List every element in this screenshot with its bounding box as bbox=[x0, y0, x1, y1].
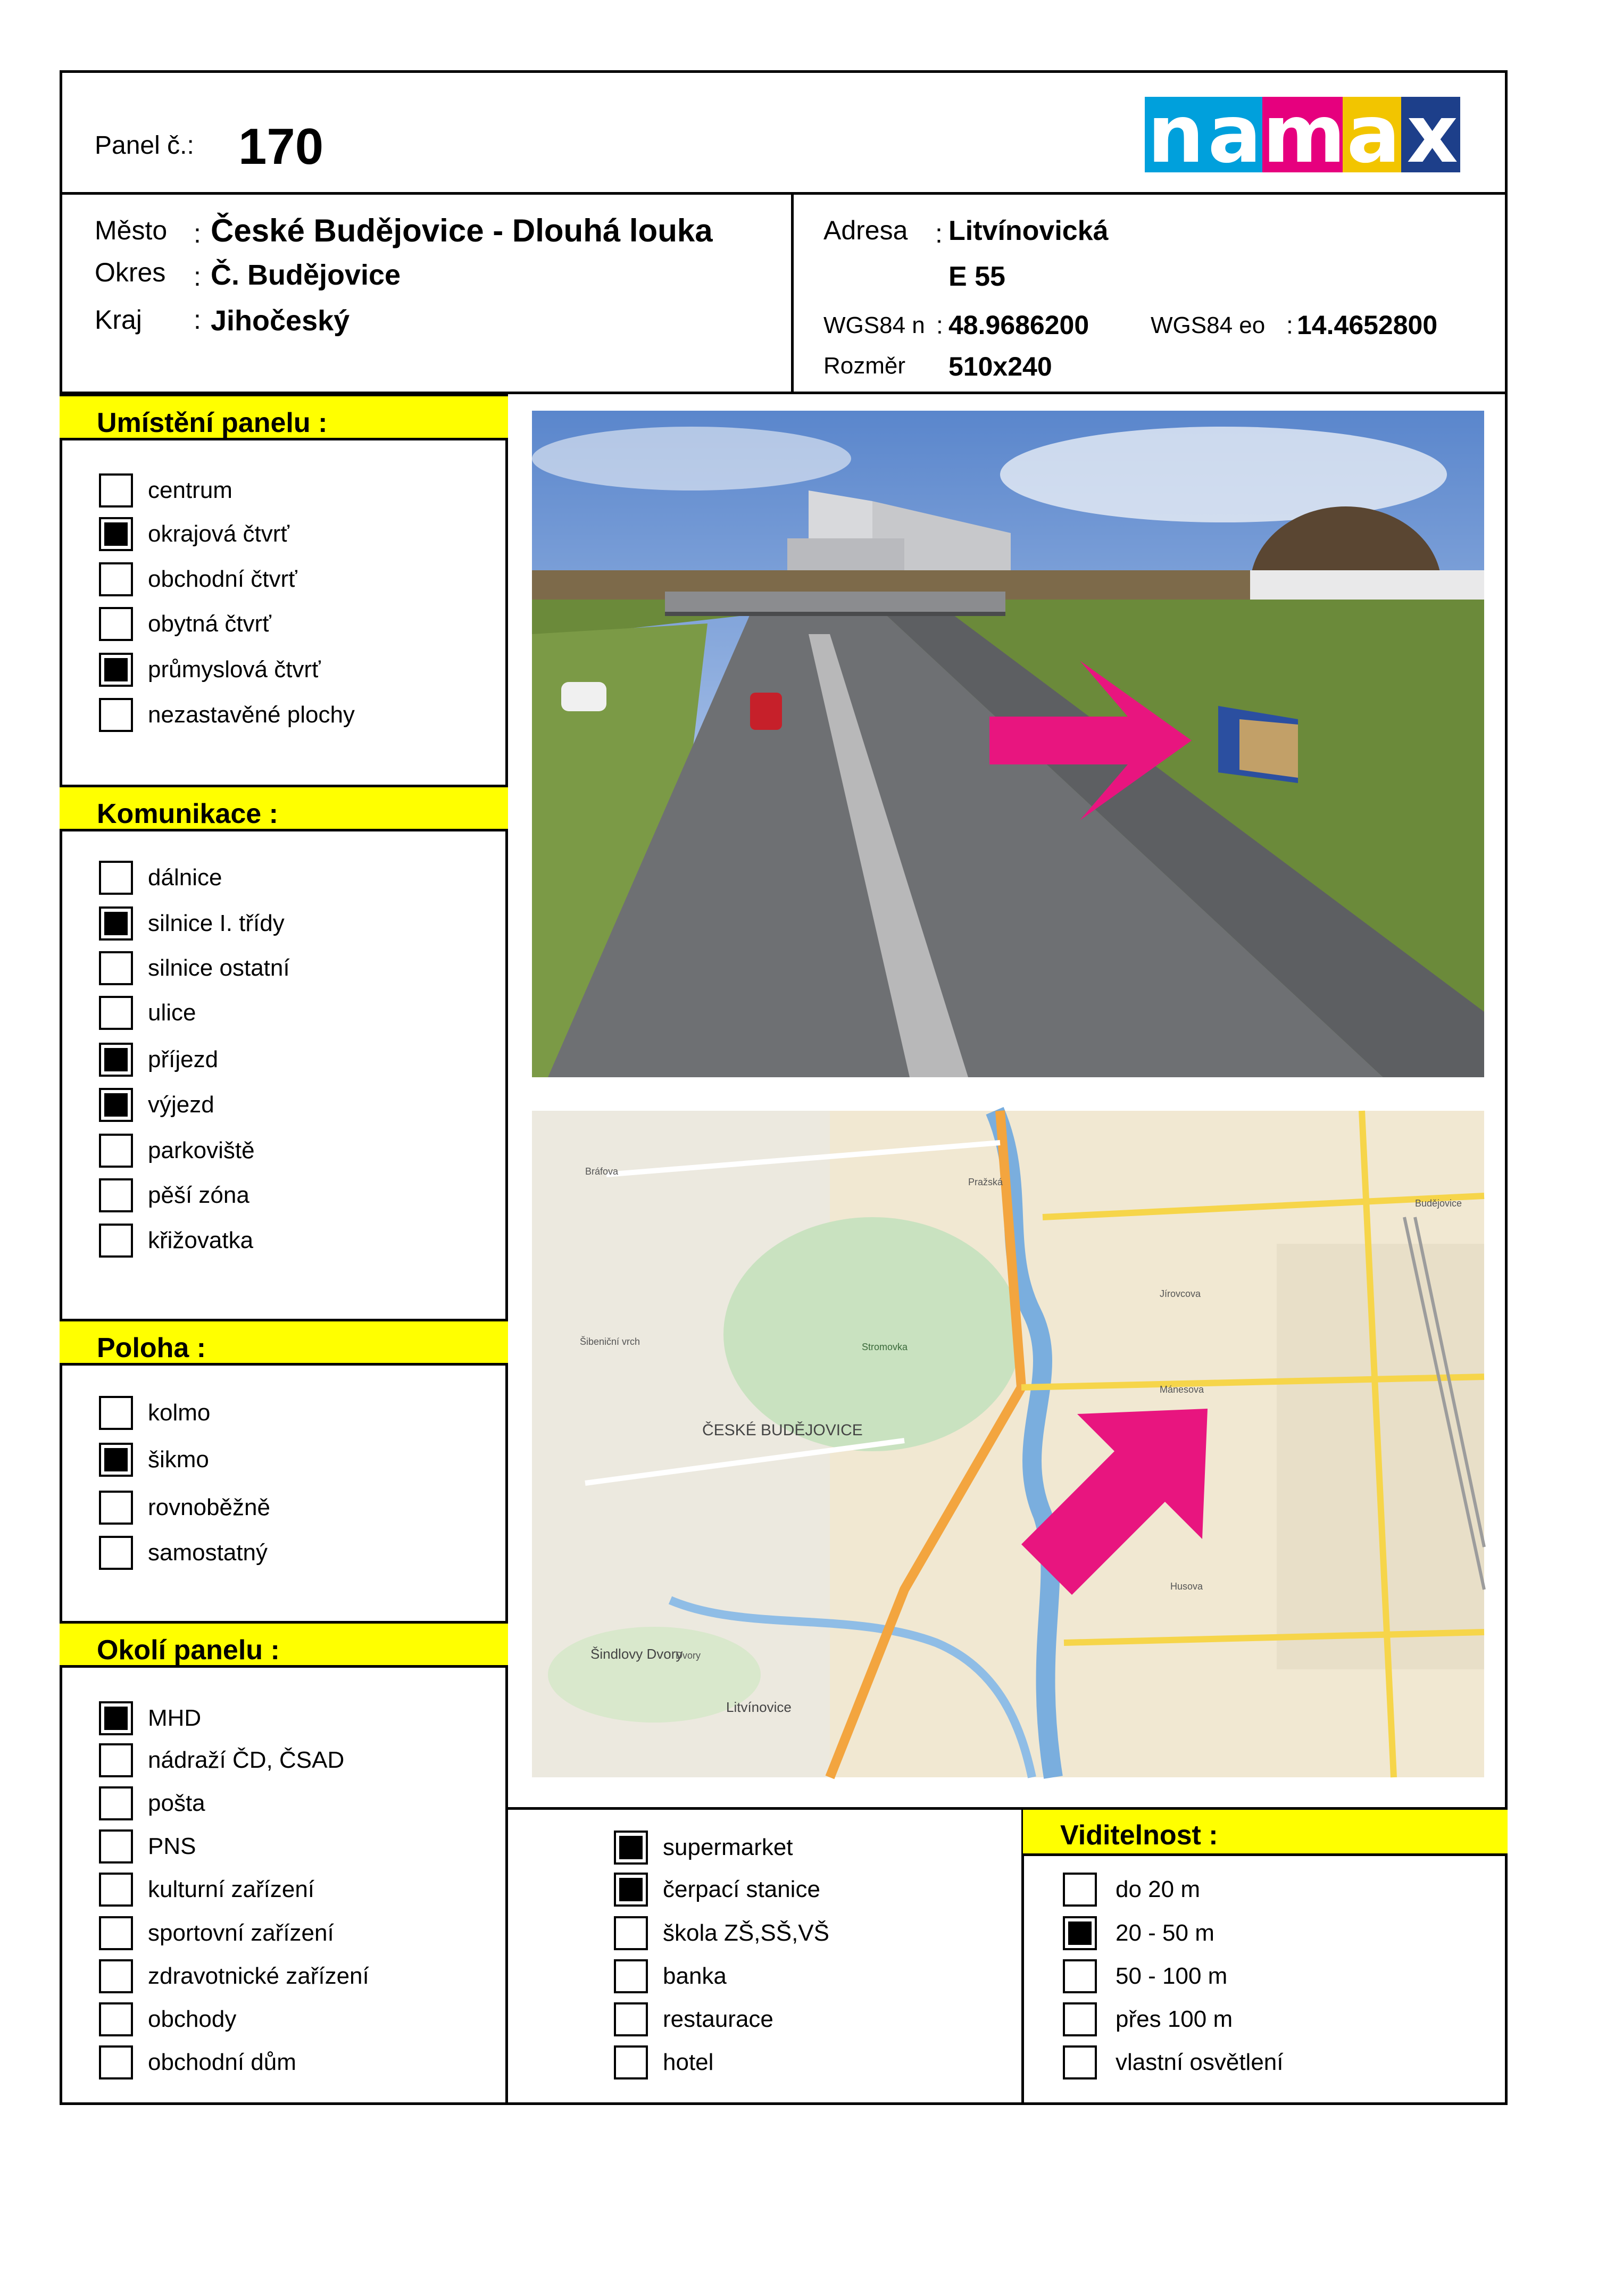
colon: : bbox=[194, 305, 201, 335]
checkbox-label: supermarket bbox=[663, 1834, 793, 1860]
mesto-label: Město bbox=[95, 215, 168, 245]
section-title-poloha: Poloha : bbox=[60, 1319, 508, 1366]
checkbox-label: pošta bbox=[148, 1790, 205, 1816]
checkbox-label: škola ZŠ,SŠ,VŠ bbox=[663, 1920, 830, 1946]
checkbox-kolmo[interactable] bbox=[99, 1396, 133, 1430]
map-label: Šibeniční vrch bbox=[580, 1336, 640, 1347]
divider bbox=[60, 192, 1508, 195]
checkbox-samostatny[interactable] bbox=[99, 1536, 133, 1570]
map-label: Bráfova bbox=[585, 1166, 619, 1177]
checkbox-label: rovnoběžně bbox=[148, 1494, 270, 1520]
section-title-umisteni: Umístění panelu : bbox=[60, 394, 508, 440]
divider bbox=[791, 192, 794, 393]
checkbox-label: obchodní čtvrť bbox=[148, 566, 297, 592]
checkbox-prumyslova-ctvrt[interactable] bbox=[99, 653, 133, 687]
checkbox-label: šikmo bbox=[148, 1446, 209, 1473]
checkbox-label: obytná čtvrť bbox=[148, 611, 271, 637]
checkbox-label: silnice ostatní bbox=[148, 955, 290, 981]
checkbox-50-100m[interactable] bbox=[1063, 1959, 1097, 1993]
checkbox-label: průmyslová čtvrť bbox=[148, 656, 321, 683]
checkbox-banka[interactable] bbox=[614, 1959, 648, 1993]
checkbox-obchodni-ctvrt[interactable] bbox=[99, 562, 133, 596]
location-map bbox=[532, 1111, 1484, 1777]
checkbox-sportovni-zarizeni[interactable] bbox=[99, 1916, 133, 1950]
checkbox-vyjezd[interactable] bbox=[99, 1088, 133, 1122]
map-label: Šindlovy Dvory bbox=[590, 1646, 683, 1662]
checkbox-kulturni-zarizeni[interactable] bbox=[99, 1873, 133, 1907]
checkbox-zdravotnicke-zarizeni[interactable] bbox=[99, 1959, 133, 1993]
divider bbox=[505, 392, 508, 2105]
checkbox-label: pěší zóna bbox=[148, 1182, 249, 1208]
checkbox-obytna-ctvrt[interactable] bbox=[99, 607, 133, 641]
checkbox-dalnice[interactable] bbox=[99, 861, 133, 895]
site-photo bbox=[532, 411, 1484, 1077]
panel-number: 170 bbox=[238, 118, 324, 175]
checkbox-label: samostatný bbox=[148, 1540, 268, 1566]
map-label: ČESKÉ BUDĚJOVICE bbox=[702, 1421, 863, 1439]
okres-label: Okres bbox=[95, 257, 166, 287]
map-label: Stromovka bbox=[862, 1342, 908, 1352]
adresa-value: Litvínovická bbox=[948, 215, 1109, 246]
checkbox-label: vlastní osvětlení bbox=[1116, 2049, 1284, 2075]
checkbox-label: okrajová čtvrť bbox=[148, 521, 289, 547]
checkbox-supermarket[interactable] bbox=[614, 1831, 648, 1865]
map-label: Pražská bbox=[968, 1177, 1003, 1187]
checkbox-vlastni-osvetleni[interactable] bbox=[1063, 2045, 1097, 2079]
checkbox-label: ulice bbox=[148, 1000, 196, 1026]
wgs-n-label: WGS84 n bbox=[823, 312, 925, 338]
checkbox-label: příjezd bbox=[148, 1046, 219, 1072]
wgs-eo-value: 14.4652800 bbox=[1297, 310, 1438, 340]
checkbox-label: přes 100 m bbox=[1116, 2006, 1233, 2032]
checkbox-skola[interactable] bbox=[614, 1916, 648, 1950]
mesto-value: České Budějovice - Dlouhá louka bbox=[211, 213, 713, 248]
checkbox-label: obchody bbox=[148, 2006, 237, 2032]
rozmer-value: 510x240 bbox=[948, 352, 1052, 381]
panel-label: Panel č.: bbox=[95, 131, 194, 160]
kraj-value: Jihočeský bbox=[211, 305, 350, 337]
checkbox-label: kulturní zařízení bbox=[148, 1876, 315, 1902]
map-label: Litvínovice bbox=[726, 1699, 792, 1715]
checkbox-label: PNS bbox=[148, 1833, 196, 1859]
map-label: Dvory bbox=[676, 1650, 701, 1661]
checkbox-label: zdravotnické zařízení bbox=[148, 1963, 369, 1989]
checkbox-restaurace[interactable] bbox=[614, 2002, 648, 2036]
checkbox-okrajova-ctvrt[interactable] bbox=[99, 517, 133, 551]
map-label: Budějovice bbox=[1415, 1198, 1462, 1209]
checkbox-label: centrum bbox=[148, 477, 232, 503]
checkbox-mhd[interactable] bbox=[99, 1701, 133, 1735]
map-label: Jírovcova bbox=[1160, 1288, 1201, 1299]
checkbox-cerpaci-stanice[interactable] bbox=[614, 1873, 648, 1907]
checkbox-rovnobezne[interactable] bbox=[99, 1491, 133, 1525]
rozmer-label: Rozměr bbox=[823, 353, 906, 379]
map-label: Husova bbox=[1170, 1581, 1203, 1592]
okres-value: Č. Budějovice bbox=[211, 259, 401, 291]
checkbox-label: 50 - 100 m bbox=[1116, 1963, 1228, 1989]
checkbox-label: sportovní zařízení bbox=[148, 1920, 334, 1946]
adresa-label: Adresa bbox=[823, 215, 908, 245]
checkbox-pns[interactable] bbox=[99, 1829, 133, 1864]
section-title-okoli: Okolí panelu : bbox=[60, 1621, 508, 1668]
checkbox-label: parkoviště bbox=[148, 1137, 255, 1163]
checkbox-label: restaurace bbox=[663, 2006, 773, 2032]
checkbox-ulice[interactable] bbox=[99, 996, 133, 1030]
section-title-komunikace: Komunikace : bbox=[60, 785, 508, 831]
checkbox-krizovatka[interactable] bbox=[99, 1224, 133, 1258]
checkbox-label: nezastavěné plochy bbox=[148, 702, 355, 728]
checkbox-20-50m[interactable] bbox=[1063, 1916, 1097, 1950]
colon: : bbox=[1286, 311, 1293, 339]
checkbox-obchodni-dum[interactable] bbox=[99, 2045, 133, 2079]
wgs-n-value: 48.9686200 bbox=[948, 310, 1089, 340]
namax-logo: n a m a x bbox=[1145, 97, 1460, 172]
panel-card bbox=[60, 70, 1508, 2105]
checkbox-posta[interactable] bbox=[99, 1786, 133, 1820]
checkbox-prijezd[interactable] bbox=[99, 1043, 133, 1077]
checkbox-obchody[interactable] bbox=[99, 2002, 133, 2036]
colon: : bbox=[936, 311, 943, 339]
colon: : bbox=[194, 219, 201, 248]
checkbox-hotel[interactable] bbox=[614, 2045, 648, 2079]
checkbox-label: silnice I. třídy bbox=[148, 910, 285, 936]
adresa-value-2: E 55 bbox=[948, 261, 1005, 292]
checkbox-label: MHD bbox=[148, 1705, 202, 1731]
checkbox-do-20m[interactable] bbox=[1063, 1873, 1097, 1907]
wgs-eo-label: WGS84 eo bbox=[1151, 312, 1266, 338]
checkbox-parkoviste[interactable] bbox=[99, 1134, 133, 1168]
checkbox-label: kolmo bbox=[148, 1400, 211, 1426]
checkbox-nezastavene-plochy[interactable] bbox=[99, 698, 133, 732]
checkbox-label: obchodní dům bbox=[148, 2049, 296, 2075]
map-label: Mánesova bbox=[1160, 1384, 1204, 1395]
checkbox-label: dálnice bbox=[148, 864, 222, 891]
checkbox-label: nádraží ČD, ČSAD bbox=[148, 1747, 345, 1773]
checkbox-centrum[interactable] bbox=[99, 473, 133, 508]
checkbox-pesi-zona[interactable] bbox=[99, 1178, 133, 1212]
colon: : bbox=[194, 262, 201, 292]
checkbox-silnice-i-tridy[interactable] bbox=[99, 906, 133, 941]
checkbox-label: hotel bbox=[663, 2049, 714, 2075]
checkbox-label: banka bbox=[663, 1963, 727, 1989]
checkbox-sikmo[interactable] bbox=[99, 1443, 133, 1477]
checkbox-pres-100m[interactable] bbox=[1063, 2002, 1097, 2036]
colon: : bbox=[935, 219, 943, 248]
checkbox-label: křižovatka bbox=[148, 1227, 254, 1253]
kraj-label: Kraj bbox=[95, 305, 142, 335]
checkbox-nadrazi[interactable] bbox=[99, 1743, 133, 1777]
checkbox-label: výjezd bbox=[148, 1092, 214, 1118]
section-title-viditelnost: Viditelnost : bbox=[1023, 1807, 1508, 1856]
checkbox-label: do 20 m bbox=[1116, 1876, 1200, 1902]
checkbox-label: 20 - 50 m bbox=[1116, 1920, 1214, 1946]
checkbox-label: čerpací stanice bbox=[663, 1876, 820, 1902]
checkbox-silnice-ostatni[interactable] bbox=[99, 951, 133, 985]
